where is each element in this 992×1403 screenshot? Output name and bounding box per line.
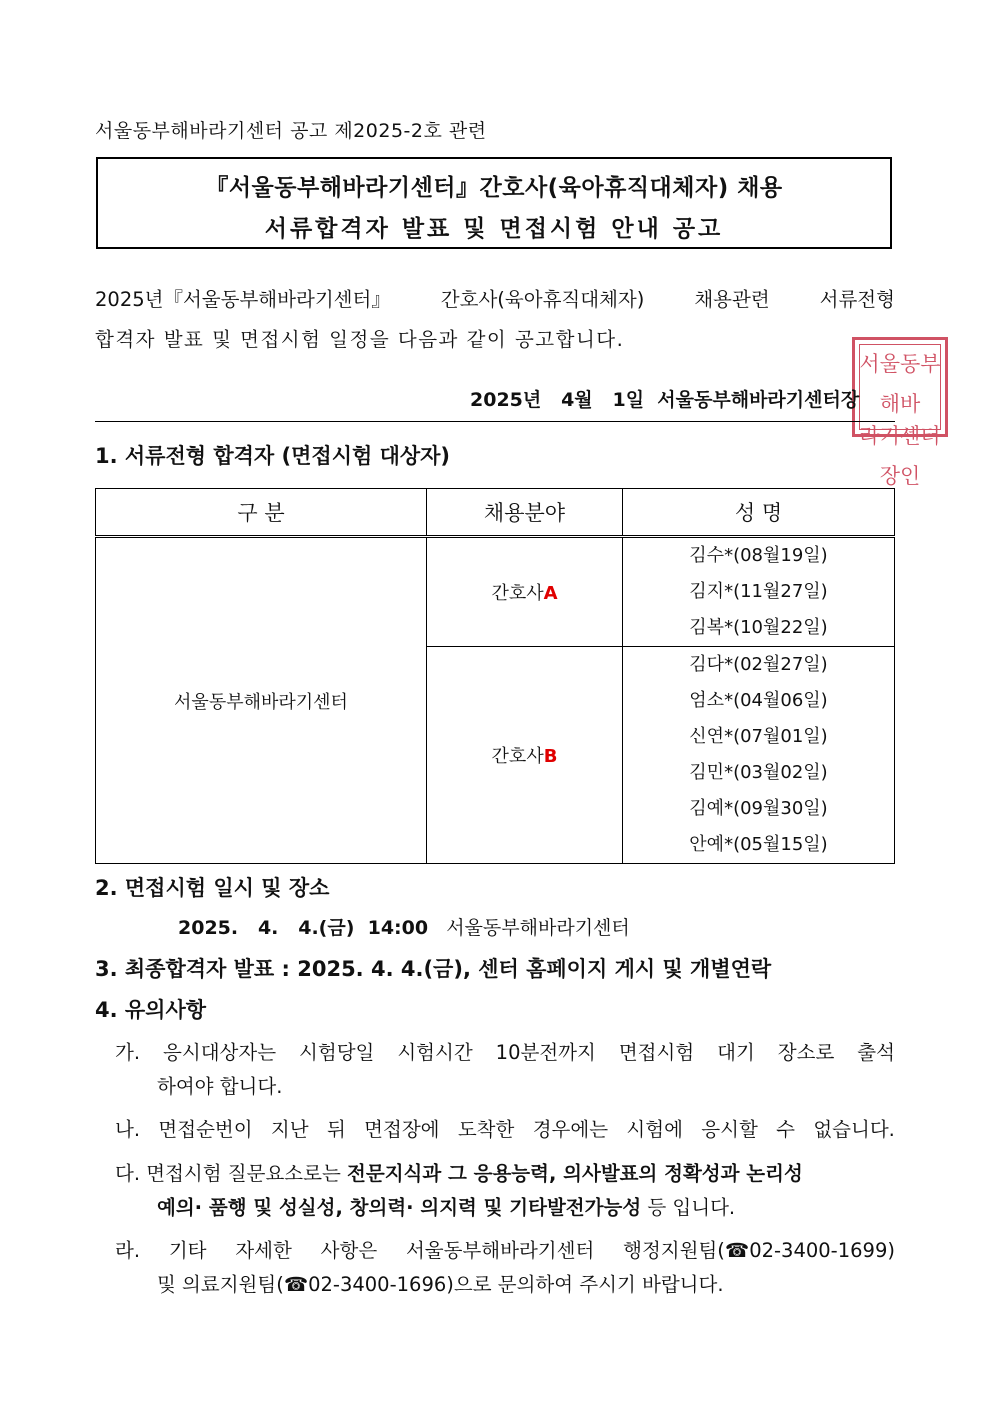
- note-word: 가.: [115, 1041, 141, 1064]
- names-cell-a: [623, 537, 895, 647]
- header-category: 구 분: [96, 489, 427, 537]
- reference-line: 서울동부해바라기센터 공고 제2025-2호 관련: [95, 120, 487, 142]
- table-header-row: [96, 489, 895, 537]
- field-label: 간호사: [491, 746, 544, 767]
- note-word: 도착한: [457, 1118, 515, 1141]
- note-emphasis: 예의· 품행 및 성실성, 창의력· 의지력 및 기타발전가능성: [157, 1196, 642, 1219]
- note-ga: [115, 1036, 895, 1104]
- intro-word: 서류전형: [819, 288, 895, 311]
- note-word: 시험에: [626, 1118, 683, 1141]
- applicants-table: [95, 488, 895, 864]
- note-continuation: 및 의료지원팀(☎02-3400-1696)으로 문의하여 주시기 바랍니다.: [157, 1273, 724, 1296]
- note-word: 대기: [717, 1041, 755, 1064]
- list-item: 김민*(03월02일): [689, 762, 828, 783]
- interview-datetime: 2025. 4. 4.(금) 14:00: [178, 917, 429, 939]
- field-cell-b: [427, 647, 623, 864]
- note-word: 지난: [270, 1118, 309, 1141]
- note-word: 수: [776, 1118, 795, 1141]
- note-ra: [115, 1234, 895, 1302]
- intro-word: 채용관련: [694, 288, 770, 311]
- intro-line-1: [95, 280, 895, 320]
- title-line-1: 『서울동부해바라기센터』간호사(육아휴직대체자) 채용: [205, 175, 783, 201]
- note-na: [115, 1113, 895, 1147]
- field-suffix: A: [543, 583, 558, 604]
- note-text: 다. 면접시험 질문요소로는: [115, 1162, 348, 1185]
- divider: [95, 421, 895, 422]
- note-word: 면접순번이: [158, 1118, 253, 1141]
- section-1-heading: 1. 서류전형 합격자 (면접시험 대상자): [95, 444, 451, 468]
- list-item: 안예*(05월15일): [689, 834, 828, 855]
- list-item: 엄소*(04월06일): [689, 690, 828, 711]
- intro-line-2: 합격자 발표 및 면접시험 일정을 다음과 같이 공고합니다.: [95, 328, 625, 351]
- note-word: 면접시험: [618, 1041, 695, 1064]
- note-word: 사항은: [320, 1239, 378, 1262]
- note-word: 행정지원팀(☎02-3400-1699): [623, 1239, 895, 1262]
- note-emphasis: 전문지식과 그 응용능력, 의사발표의 정확성과 논리성: [347, 1162, 803, 1185]
- note-word: 없습니다.: [813, 1118, 895, 1141]
- title-box: [96, 157, 892, 249]
- issue-date: 2025년 4월 1일 서울동부해바라기센터장: [470, 389, 860, 411]
- note-continuation: 하여야 합니다.: [157, 1075, 283, 1098]
- intro-word: 간호사(육아휴직대체자): [440, 288, 645, 311]
- section-4-heading: 4. 유의사항: [95, 998, 207, 1022]
- note-word: 응시대상자는: [163, 1041, 277, 1064]
- field-label: 간호사: [491, 583, 544, 604]
- section-3-heading: 3. 최종합격자 발표 : 2025. 4. 4.(금), 센터 홈페이지 게시 및 개별연락: [95, 957, 772, 981]
- title-line-2: 서류합격자 발표 및 면접시험 안내 공고: [264, 216, 724, 242]
- header-field: 채용분야: [427, 489, 623, 537]
- field-suffix: B: [543, 746, 558, 767]
- note-word: 10분전까지: [495, 1041, 596, 1064]
- table-row: [96, 537, 895, 647]
- note-text: 등 입니다.: [641, 1196, 736, 1219]
- stamp-line-1: 서울동부해바: [859, 352, 941, 416]
- list-item: 김예*(09월30일): [689, 798, 828, 819]
- note-da: [115, 1157, 895, 1225]
- interview-place: 서울동부해바라기센터: [446, 917, 630, 939]
- note-word: 나.: [115, 1118, 141, 1141]
- intro-paragraph: [95, 280, 895, 360]
- note-word: 장소로: [777, 1041, 835, 1064]
- note-word: 경우에는: [532, 1118, 609, 1141]
- note-word: 자세한: [235, 1239, 292, 1262]
- note-word: 라.: [115, 1239, 141, 1262]
- list-item: 김수*(08월19일): [689, 545, 828, 566]
- org-cell: 서울동부해바라기센터: [96, 537, 427, 864]
- note-word: 시험시간: [397, 1041, 473, 1064]
- field-cell-a: [427, 537, 623, 647]
- names-cell-b: [623, 647, 895, 864]
- intro-word: 2025년『서울동부해바라기센터』: [95, 288, 391, 311]
- list-item: 김복*(10월22일): [689, 617, 828, 638]
- note-word: 기타: [168, 1239, 207, 1262]
- list-item: 신연*(07월01일): [689, 726, 828, 747]
- official-seal-stamp: [852, 337, 948, 488]
- note-word: 응시할: [701, 1118, 758, 1141]
- note-word: 출석: [857, 1041, 895, 1064]
- note-word: 시험당일: [299, 1041, 375, 1064]
- header-name: 성 명: [623, 489, 895, 537]
- note-word: 서울동부해바라기센터: [405, 1239, 595, 1262]
- interview-schedule: [178, 913, 630, 940]
- section-2-heading: 2. 면접시험 일시 및 장소: [95, 876, 330, 900]
- note-word: 뒤: [326, 1118, 346, 1141]
- note-word: 면접장에: [364, 1118, 440, 1141]
- list-item: 김다*(02월27일): [689, 654, 828, 675]
- stamp-line-2: 라기센터장인: [859, 424, 941, 488]
- list-item: 김지*(11월27일): [689, 581, 828, 602]
